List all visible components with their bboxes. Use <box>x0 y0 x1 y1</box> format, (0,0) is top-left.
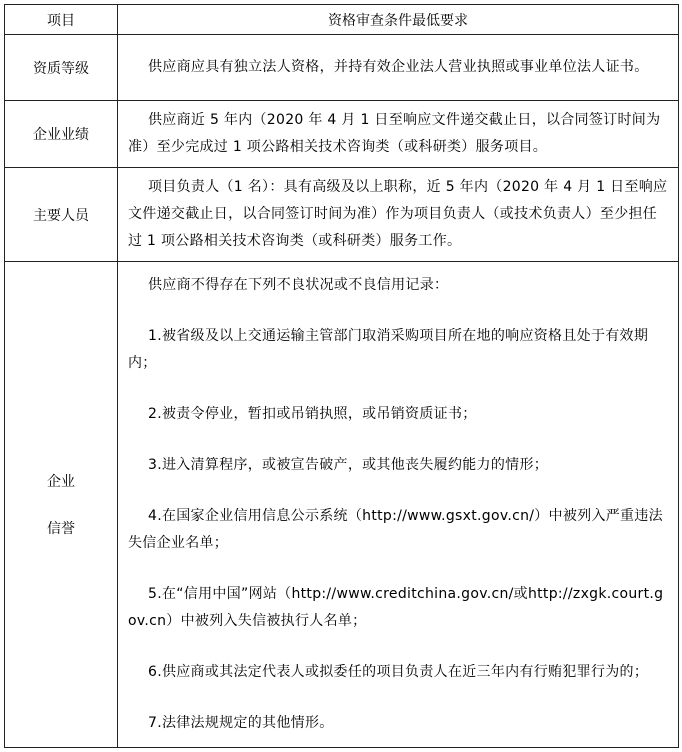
credit-item: 5.在“信用中国”网站（http://www.creditchina.gov.cn/或http://zxgk.court.gov.cn）中被列入失信被执行人名单； <box>128 586 664 629</box>
table-header-row <box>5 5 679 35</box>
row-text: 供应商近 5 年内（2020 年 4 月 1 日至响应文件递交截止日，以合同签订时间为准）至少完成过 1 项公路相关技术咨询类（或科研类）服务项目。 <box>128 112 661 155</box>
credit-item: 7.法律法规规定的其他情形。 <box>148 715 334 731</box>
header-requirements: 资格审查条件最低要求 <box>118 5 679 35</box>
credit-label-line2: 信誉 <box>47 521 75 537</box>
row-label: 主要人员 <box>5 168 118 262</box>
credit-item: 1.被省级及以上交通运输主管部门取消采购项目所在地的响应资格且处于有效期内； <box>128 328 649 371</box>
credit-item: 3.进入清算程序，或被宣告破产，或其他丧失履约能力的情形； <box>148 457 549 473</box>
row-content <box>118 101 679 168</box>
row-label: 资质等级 <box>5 35 118 101</box>
row-label: 企业业绩 <box>5 101 118 168</box>
requirements-table <box>4 4 679 748</box>
table-row <box>5 168 679 262</box>
credit-item: 4.在国家企业信用信息公示系统（http://www.gsxt.gov.cn/）中被列入严重违法失信企业名单； <box>128 508 663 551</box>
row-content <box>118 35 679 101</box>
row-text: 项目负责人（1 名）：具有高级及以上职称，近 5 年内（2020 年 4 月 1 日至响应文件递交截止日，以合同签订时间为准）作为项目负责人（或技术负责人）至少担任过 1 项公路相关技术咨询类（或科研类）服务工作。 <box>128 179 668 249</box>
credit-label <box>5 262 118 748</box>
credit-item: 6.供应商或其法定代表人或拟委任的项目负责人在近三年内有行贿犯罪行为的； <box>148 664 649 680</box>
credit-content <box>118 262 679 748</box>
table-row <box>5 101 679 168</box>
header-item: 项目 <box>5 5 118 35</box>
row-text: 供应商应具有独立法人资格，并持有效企业法人营业执照或事业单位法人证书。 <box>148 59 649 75</box>
table-row <box>5 35 679 101</box>
row-content <box>118 168 679 262</box>
table-row-credit <box>5 262 679 748</box>
credit-intro: 供应商不得存在下列不良状况或不良信用记录： <box>148 277 449 293</box>
credit-label-line1: 企业 <box>47 474 75 490</box>
credit-item: 2.被责令停业，暂扣或吊销执照，或吊销资质证书； <box>148 406 477 422</box>
